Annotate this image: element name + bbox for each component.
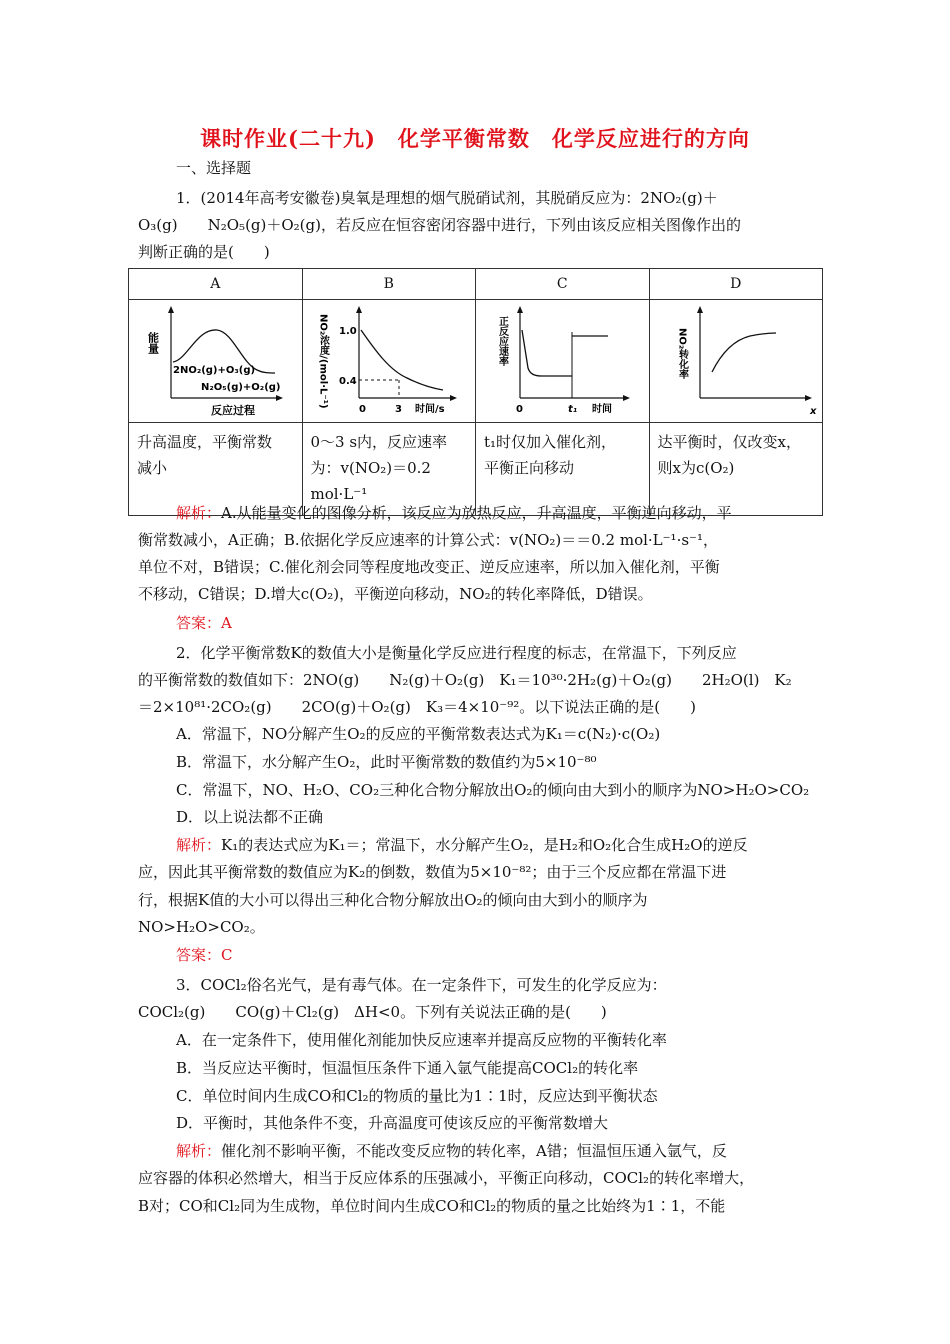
figure-a-cell [129, 300, 303, 423]
q1-line-2: O₃(g) N₂O₅(g)＋O₂(g)，若反应在恒容密闭容器中进行，下列由该反应相关图像作出的 [138, 216, 741, 234]
q3-option-c: C．单位时间内生成CO和Cl₂的物质的量比为1∶1时，反应达到平衡状态 [176, 1087, 658, 1105]
analysis-label: 解析： [176, 836, 222, 854]
page-title: 课时作业(二十九) 化学平衡常数 化学反应进行的方向 [200, 126, 750, 151]
tick-1-0: 1.0 [338, 326, 357, 337]
q2-analysis-1: 解析：K₁的表达式应为K₁＝；常温下，水分解产生O₂，是H₂和O₂化合生成H₂O的逆反 [176, 836, 748, 854]
q1-analysis-1: 解析：A.从能量变化的图像分析，该反应为放热反应，升高温度，平衡逆向移动，平 [176, 504, 732, 522]
concentration-graph [303, 300, 473, 418]
q2-line-3: ＝2×10⁸¹·2CO₂(g) 2CO(g)＋O₂(g) K₃＝4×10⁻⁹²。以下说法正确的是( ) [138, 698, 696, 716]
forward-rate-label: 正反应速率 [496, 316, 508, 366]
no2-concentration-label: NO₂浓度/(mol·L⁻¹) [317, 314, 328, 409]
option-b-text: 0～3 s内，反应速率 为：v(NO₂)＝0.2 mol·L⁻¹ [302, 423, 476, 516]
tick-0: 0 [358, 404, 366, 415]
q3-line-1: 3．COCl₂俗名光气，是有毒气体。在一定条件下，可发生的化学反应为： [176, 976, 667, 994]
q2-line-2: 的平衡常数的数值如下：2NO(g) N₂(g)＋O₂(g) K₁＝10³⁰·2H₂(g)＋O₂(g) 2H₂O(l) K₂ [138, 671, 792, 689]
reaction-process-label: 反应过程 [211, 404, 255, 417]
q2-option-c: C．常温下，NO、H₂O、CO₂三种化合物分解放出O₂的倾向由大到小的顺序为NO>H₂O>CO₂ [176, 781, 810, 799]
tick-3: 3 [394, 404, 402, 415]
conversion-graph [650, 300, 820, 418]
q1-analysis-4: 不移动，C错误；D.增大c(O₂)，平衡逆向移动，NO₂的转化率降低，D错误。 [138, 585, 653, 603]
energy-diagram [129, 300, 299, 418]
q2-line-1: 2．化学平衡常数K的数值大小是衡量化学反应进行程度的标志，在常温下，下列反应 [176, 644, 737, 662]
analysis-label: 解析： [176, 1142, 222, 1160]
q2-analysis-2: 应，因此其平衡常数的数值应为K₂的倒数，数值为5×10⁻⁸²；由于三个反应都在常温下进 [138, 863, 727, 881]
q3-option-d: D．平衡时，其他条件不变，升高温度可使该反应的平衡常数增大 [176, 1114, 609, 1132]
option-c-text: t₁时仅加入催化剂， 平衡正向移动 [476, 423, 650, 516]
q3-analysis-3: B对；CO和Cl₂同为生成物，单位时间内生成CO和Cl₂的物质的量之比始终为1∶1，不能 [138, 1197, 726, 1215]
figure-c-cell [476, 300, 650, 423]
q1-line-1: 1．(2014年高考安徽卷)臭氧是理想的烟气脱硝试剂，其脱硝反应为：2NO₂(g)＋ [176, 189, 718, 207]
tick-t1: t₁ [568, 404, 578, 415]
q3-option-a: A．在一定条件下，使用催化剂能加快反应速率并提高反应物的平衡转化率 [176, 1031, 667, 1049]
x-axis-label: x [809, 406, 816, 417]
q1-line-3: 判断正确的是( ) [138, 243, 270, 261]
q1-analysis-3: 单位不对，B错误；C.催化剂会同等程度地改变正、逆反应速率，所以加入催化剂，平衡 [138, 558, 720, 576]
q2-analysis-4: NO>H₂O>CO₂。 [138, 918, 265, 936]
q2-answer: 答案：C [176, 946, 233, 964]
rate-graph [476, 300, 646, 418]
q3-line-2: COCl₂(g) CO(g)＋Cl₂(g) ΔH<0。下列有关说法正确的是( ) [138, 1003, 607, 1021]
q2-option-d: D．以上说法都不正确 [176, 808, 324, 826]
header-b: B [302, 269, 476, 300]
option-a-text: 升高温度，平衡常数 减小 [129, 423, 303, 516]
q1-answer: 答案：A [176, 614, 232, 632]
header-a: A [129, 269, 303, 300]
figure-b-cell [302, 300, 476, 423]
option-d-text: 达平衡时，仅改变x， 则x为c(O₂) [649, 423, 823, 516]
q2-option-b: B．常温下，水分解产生O₂，此时平衡常数的数值约为5×10⁻⁸⁰ [176, 753, 597, 771]
q3-analysis-1: 解析：催化剂不影响平衡，不能改变反应物的转化率，A错；恒温恒压通入氩气，反 [176, 1142, 727, 1160]
q3-option-b: B．当反应达平衡时，恒温恒压条件下通入氩气能提高COCl₂的转化率 [176, 1059, 639, 1077]
q1-options-table [128, 268, 823, 516]
q2-analysis-3: 行，根据K值的大小可以得出三种化合物分解放出O₂的倾向由大到小的顺序为 [138, 891, 648, 909]
q2-option-a: A．常温下，NO分解产生O₂的反应的平衡常数表达式为K₁＝c(N₂)·c(O₂) [176, 725, 661, 743]
time-axis-label: 时间/s [414, 404, 445, 415]
figure-d-cell [649, 300, 823, 423]
products-label: N₂O₅(g)+O₂(g) [201, 382, 281, 393]
energy-axis-label: 能量 [146, 332, 160, 354]
header-c: C [476, 269, 650, 300]
no2-conversion-label: NO₂转化率 [676, 328, 687, 380]
tick-c-0: 0 [516, 404, 523, 415]
reactants-label: 2NO₂(g)+O₃(g) [173, 365, 256, 376]
tick-0-4: 0.4 [338, 376, 357, 387]
time-label-c: 时间 [592, 404, 612, 415]
q3-analysis-2: 应容器的体积必然增大，相当于反应体系的压强减小，平衡正向移动，COCl₂的转化率增大， [138, 1169, 755, 1187]
analysis-label: 解析： [176, 504, 222, 522]
section-heading: 一、选择题 [176, 159, 252, 177]
q1-analysis-2: 衡常数减小，A正确；B.依据化学反应速率的计算公式：v(NO₂)＝＝0.2 mol·L⁻¹·s⁻¹， [138, 531, 718, 549]
header-d: D [649, 269, 823, 300]
